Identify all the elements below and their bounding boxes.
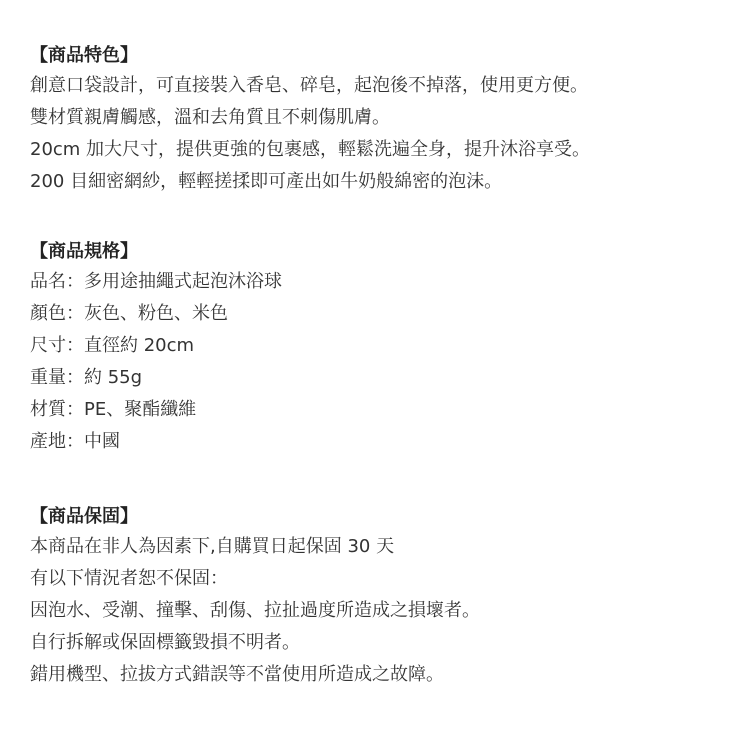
warranty-line: 有以下情況者恕不保固： bbox=[30, 568, 228, 589]
specs-section bbox=[30, 241, 720, 463]
spec-weight: 重量：約 55g bbox=[30, 367, 143, 388]
features-line: 20cm 加大尺寸，提供更強的包裹感，輕鬆洗遍全身，提升沐浴享受。 bbox=[30, 139, 591, 160]
specs-heading: 【商品規格】 bbox=[30, 241, 138, 262]
warranty-line: 自行拆解或保固標籤毀損不明者。 bbox=[30, 632, 300, 653]
spec-origin: 產地：中國 bbox=[30, 431, 120, 452]
spec-colors: 顏色：灰色、粉色、米色 bbox=[30, 303, 228, 324]
features-line: 創意口袋設計，可直接裝入香皂、碎皂，起泡後不掉落，使用更方便。 bbox=[30, 75, 588, 96]
spec-product-name: 品名：多用途抽繩式起泡沐浴球 bbox=[30, 271, 282, 292]
features-heading: 【商品特色】 bbox=[30, 45, 138, 66]
warranty-heading: 【商品保固】 bbox=[30, 506, 138, 527]
warranty-line: 錯用機型、拉拔方式錯誤等不當使用所造成之故障。 bbox=[30, 664, 444, 685]
features-section bbox=[30, 45, 720, 203]
warranty-section bbox=[30, 506, 720, 696]
spec-material: 材質：PE、聚酯纖維 bbox=[30, 399, 197, 420]
spec-size: 尺寸：直徑約 20cm bbox=[30, 335, 195, 356]
features-line: 雙材質親膚觸感，溫和去角質且不刺傷肌膚。 bbox=[30, 107, 390, 128]
warranty-line: 因泡水、受潮、撞擊、刮傷、拉扯過度所造成之損壞者。 bbox=[30, 600, 480, 621]
features-line: 200 目細密網紗，輕輕搓揉即可產出如牛奶般綿密的泡沫。 bbox=[30, 171, 503, 192]
warranty-line: 本商品在非人為因素下,自購買日起保固 30 天 bbox=[30, 536, 395, 557]
